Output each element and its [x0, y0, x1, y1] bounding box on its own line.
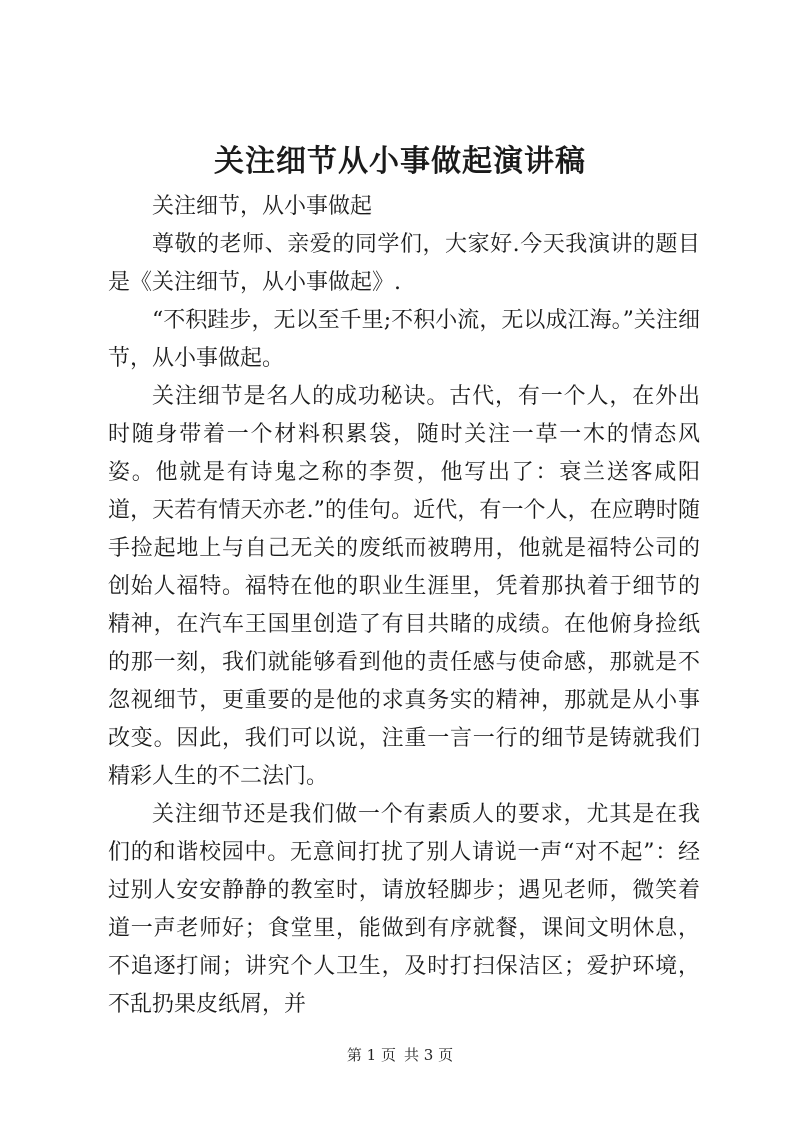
paragraph-greeting: 尊敬的老师、亲爱的同学们，大家好.今天我演讲的题目是《关注细节，从小事做起》.: [108, 232, 700, 295]
paragraph-examples: 关注细节是名人的成功秘诀。古代，有一个人，在外出时随身带着一个材料积累袋，随时关注一草一木的情态风姿。他就是有诗鬼之称的李贺，他写出了：衰兰送客咸阳道，天若有情天亦老.”的佳句。近代，有一个人，在应聘时随手捡起地上与自己无关的废纸而被聘用，他就是福特公司的创始人福特。福特在他的职业生涯里，凭着那执着于细节的精神，在汽车王国里创造了有目共睹的成绩。在他俯身捡纸的那一刻，我们就能够看到他的责任感与使命感，那就是不忽视细节，更重要的是他的求真务实的精神，那就是从小事改变。因此，我们可以说，注重一言一行的细节是铸就我们精彩人生的不二法门。: [108, 384, 700, 789]
paragraph-subtitle: 关注细节，从小事做起: [152, 194, 373, 219]
paragraph-quote: “不积跬步，无以至千里;不积小流，无以成江海。”关注细节，从小事做起。: [108, 308, 700, 371]
document-title: 关注细节从小事做起演讲稿: [214, 144, 586, 179]
page-total: 共 3 页: [404, 1046, 454, 1064]
page-footer: [0, 1045, 800, 1065]
document-body: [108, 188, 700, 1024]
paragraph-campus: 关注细节还是我们做一个有素质人的要求，尤其是在我们的和谐校园中。无意间打扰了别人请说一声“对不起”：经过别人安安静静的教室时，请放轻脚步；遇见老师，微笑着道一声老师好；食堂里，能做到有序就餐，课间文明休息，不追逐打闹；讲究个人卫生，及时打扫保洁区；爱护环境，不乱扔果皮纸屑，并: [108, 802, 700, 1017]
page-number: 第 1 页: [346, 1046, 396, 1064]
